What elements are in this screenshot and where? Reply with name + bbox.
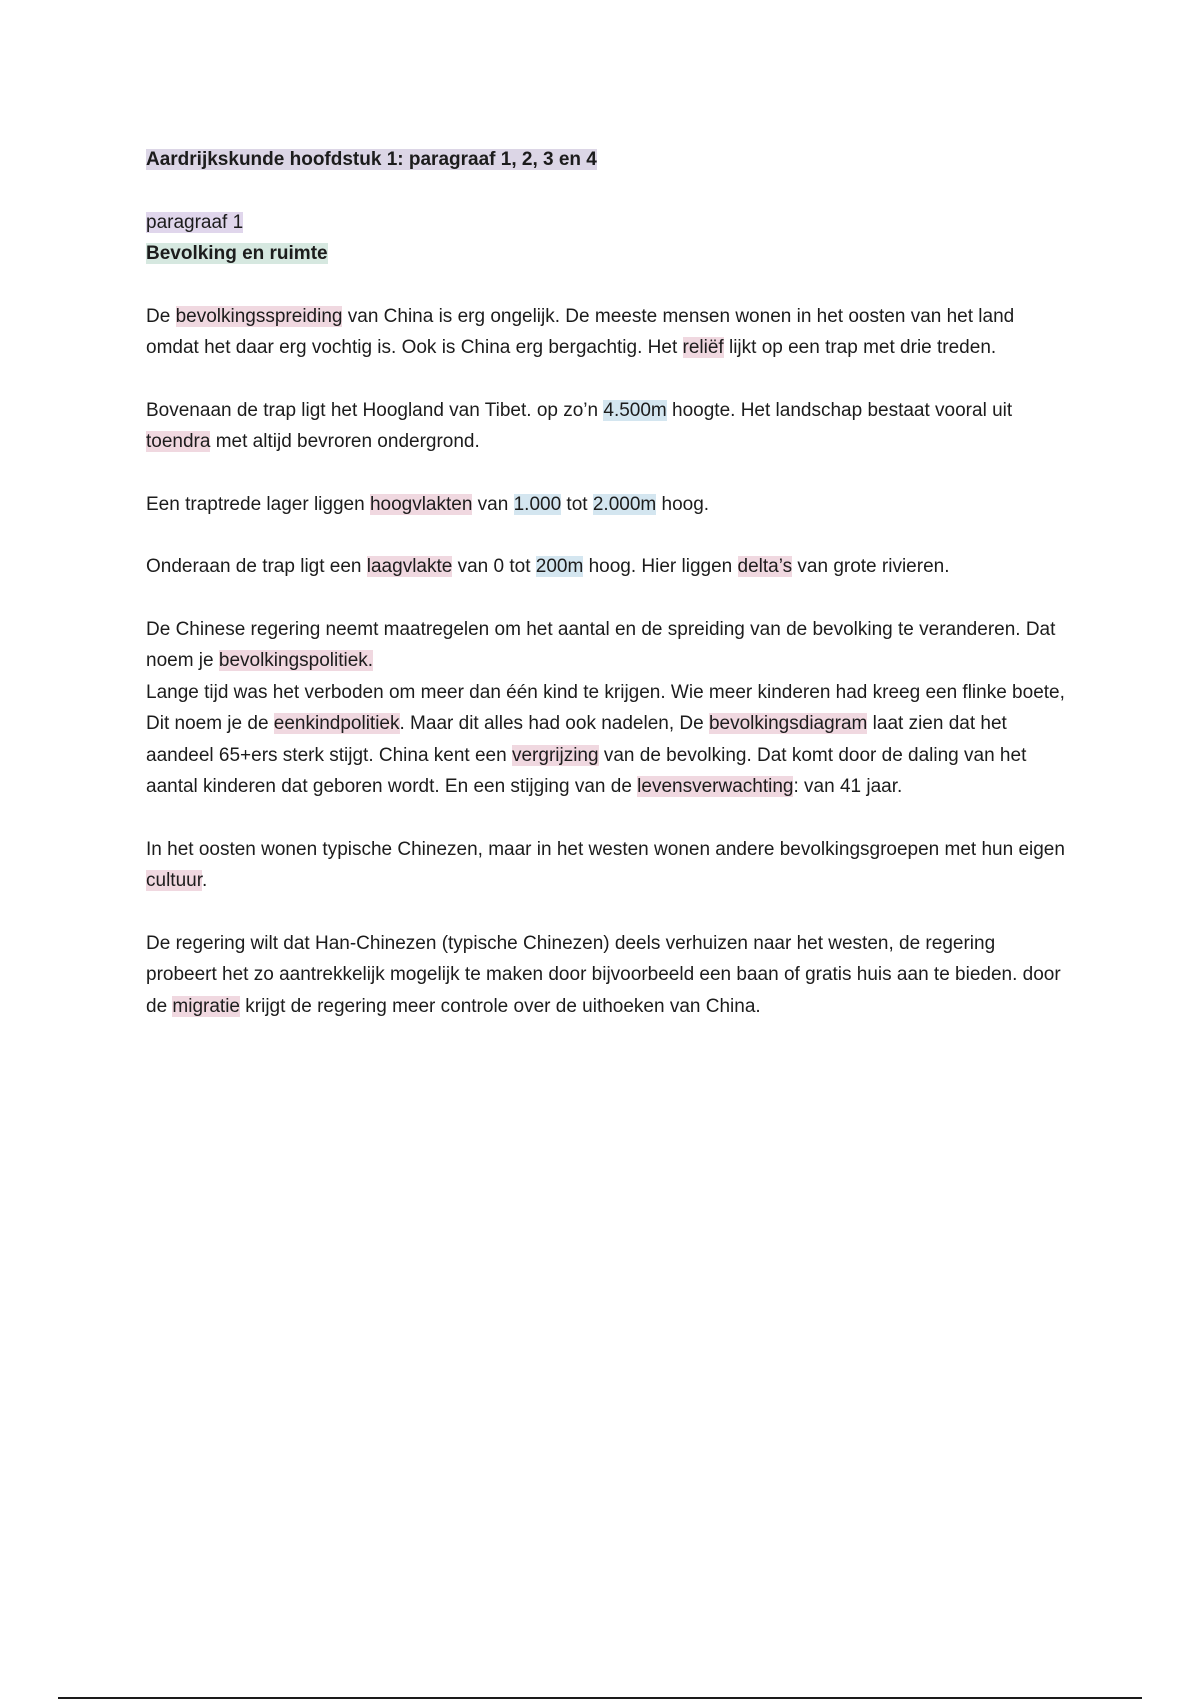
- highlighted-term: toendra: [146, 431, 211, 452]
- page-bottom-rule: [58, 1697, 1142, 1699]
- paragraph-lowland: [146, 551, 1066, 583]
- text-run: krijgt de regering meer controle over de uithoeken van China.: [240, 995, 761, 1017]
- text-run: .: [201, 870, 208, 891]
- highlighted-term: levensverwachting: [637, 776, 794, 797]
- text-run: hoog.: [656, 493, 710, 515]
- text-run: De regering wilt dat Han-Chinezen (typische Chinezen) deels verhuizen naar het westen, de regering probeert het zo aantrekkelijk mogelijk te maken door bijvoorbeeld een baan of gratis huis aan te bieden. door de: [146, 932, 1061, 1017]
- document-title: [146, 144, 1066, 176]
- text-run: van de bevolking. Dat komt door de daling van het aantal kinderen dat geboren wordt. En een stijging van de: [146, 744, 1027, 797]
- text-run: laat zien dat het aandeel 65+ers sterk stijgt. China kent een: [146, 713, 1007, 766]
- text-run: met altijd bevroren ondergrond.: [210, 431, 480, 452]
- text-run: Onderaan de trap ligt een: [146, 556, 367, 577]
- paragraph-one-child-policy: [146, 677, 1066, 803]
- highlighted-term: bevolkingsdiagram: [708, 713, 868, 734]
- section-title-text: Bevolking en ruimte: [146, 243, 328, 264]
- highlighted-term: hoogvlakten: [369, 493, 473, 515]
- text-run: : van 41 jaar.: [793, 776, 903, 797]
- document-body: [146, 144, 1066, 1022]
- text-run: Een traptrede lager liggen: [146, 493, 370, 515]
- text-run: hoogte. Het landschap bestaat vooral uit: [666, 399, 1013, 421]
- document-title-text: Aardrijkskunde hoofdstuk 1: paragraaf 1, 2, 3 en 4: [146, 149, 597, 170]
- highlighted-term: bevolkingspolitiek.: [218, 650, 374, 671]
- text-run: van: [472, 493, 514, 515]
- text-run: Bovenaan de trap ligt het Hoogland van Tibet. op zo’n: [146, 399, 604, 421]
- text-run: De Chinese regering neemt maatregelen om het aantal en de spreiding van de bevolking te veranderen. Dat noem je: [146, 618, 1056, 671]
- text-run: van China is erg ongelijk. De meeste mensen wonen in het oosten van het land omdat het daar erg vochtig is. Ook is China erg bergachtig. Het: [146, 305, 1015, 358]
- highlighted-term: migratie: [172, 995, 240, 1017]
- text-run: van 0 tot: [452, 556, 536, 577]
- paragraph-population-policy: [146, 614, 1066, 677]
- text-run: In het oosten wonen typische Chinezen, maar in het westen wonen andere bevolkingsgroepen met hun eigen: [146, 838, 1065, 860]
- highlighted-term: laagvlakte: [366, 556, 453, 577]
- highlighted-term: eenkindpolitiek: [273, 713, 400, 734]
- highlighted-term: delta’s: [737, 556, 793, 577]
- section-label: [146, 207, 1066, 239]
- paragraph-plateaus: [146, 489, 1066, 521]
- text-run: tot: [561, 493, 593, 515]
- highlighted-number: 4.500m: [603, 399, 667, 421]
- text-run: Lange tijd was het verboden om meer dan één kind te krijgen. Wie meer kinderen had kreeg een flinke boete, Dit noem je de: [146, 681, 1065, 734]
- highlighted-term: reliëf: [682, 337, 724, 358]
- highlighted-term: cultuur: [146, 870, 202, 891]
- text-run: van grote rivieren.: [792, 556, 950, 577]
- paragraph-culture: [146, 834, 1066, 897]
- highlighted-term: vergrijzing: [511, 744, 599, 766]
- highlighted-number: 200m: [535, 556, 584, 577]
- section-title: [146, 238, 1066, 270]
- paragraph-migration: [146, 928, 1066, 1023]
- text-run: lijkt op een trap met drie treden.: [723, 337, 997, 358]
- text-run: hoog. Hier liggen: [583, 556, 738, 577]
- highlighted-number: 1.000: [513, 493, 562, 515]
- highlighted-term: bevolkingsspreiding: [175, 305, 343, 327]
- text-run: De: [146, 305, 176, 327]
- text-run: . Maar dit alles had ook nadelen, De: [399, 713, 709, 734]
- section-label-text: paragraaf 1: [146, 211, 244, 233]
- paragraph-tibet: [146, 395, 1066, 458]
- paragraph-population-spread: [146, 301, 1066, 364]
- highlighted-number: 2.000m: [592, 493, 657, 515]
